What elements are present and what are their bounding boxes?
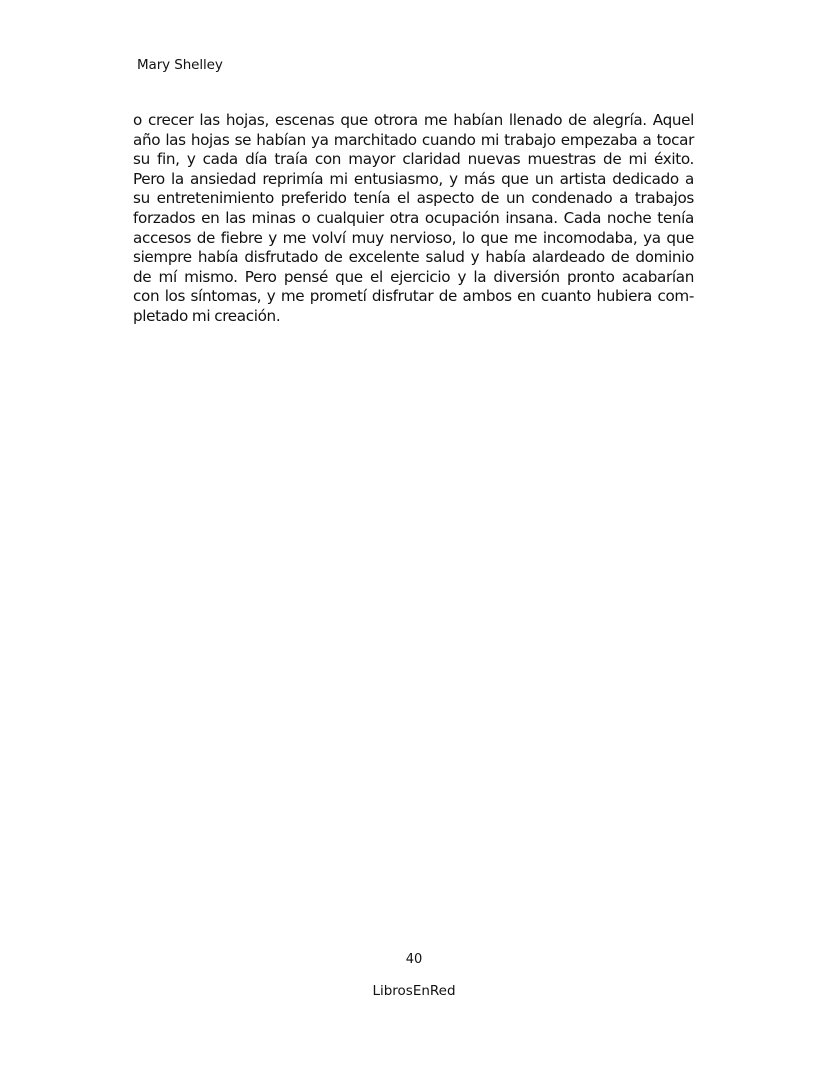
text-line: siempre había disfrutado de excelente salud y había alardeado de dominio [133,248,694,267]
body-paragraph [133,111,694,327]
text-line: de mí mismo. Pero pensé que el ejercicio y la diversión pronto acabarían [133,267,694,286]
text-line: o crecer las hojas, escenas que otrora me habían llenado de alegría. Aquel [133,111,694,129]
text-line: su entretenimiento preferido tenía el aspecto de un condenado a trabajos [133,189,694,208]
running-head-author: Mary Shelley [137,57,223,73]
text-line: año las hojas se habían ya marchitado cuando mi trabajo empezaba a tocar [133,130,694,149]
publisher-footer: LibrosEnRed [372,983,456,999]
page-number: 40 [405,952,423,967]
text-line: accesos de fiebre y me volví muy nervioso, lo que me incomodaba, ya que [133,228,694,247]
text-line: forzados en las minas o cualquier otra ocupación insana. Cada noche tenía [133,208,694,227]
text-line: Pero la ansiedad reprimía mi entusiasmo, y más que un artista dedicado a [133,169,694,188]
text-line: con los síntomas, y me prometí disfrutar de ambos en cuanto hubiera com- [133,287,694,306]
text-line: pletado mi creación. [133,306,281,325]
text-line: su fin, y cada día traía con mayor claridad nuevas muestras de mi éxito. [133,150,694,169]
